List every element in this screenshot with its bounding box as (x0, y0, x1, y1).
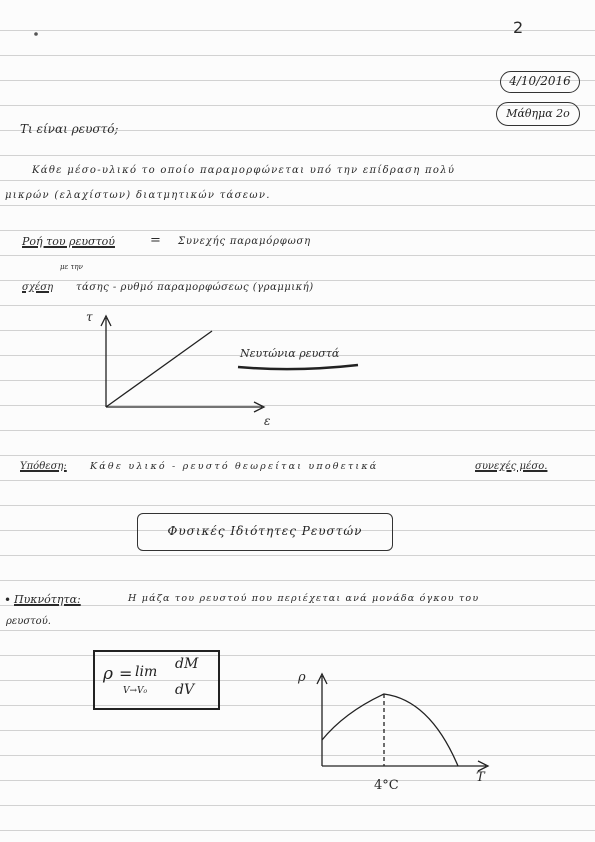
graph1-linear-line (106, 331, 212, 407)
newtonian-graph (101, 316, 264, 412)
density-line-1: Η μάζα του ρευστού που περιέχεται ανά μονάδα όγκου του (128, 593, 480, 604)
relation-label: σχέση (22, 282, 54, 293)
graph2-x-label: T (476, 770, 485, 785)
density-bullet: • (4, 593, 12, 607)
date-badge: 4/10/2016 (500, 71, 580, 93)
hypothesis-label: Υπόθεση: (20, 461, 67, 472)
formula-equals: = (119, 664, 133, 683)
hypothesis-emphasis: συνεχές μέσο. (475, 461, 548, 472)
graph2-density-curve (322, 694, 458, 766)
lesson-badge: Μάθημα 2ο (496, 102, 580, 126)
formula-lhs: ρ (103, 664, 113, 684)
section-title: Φυσικές Ιδιότητες Ρευστών (137, 513, 393, 551)
graph1-y-label: τ (86, 310, 93, 324)
density-label: Πυκνότητα: (14, 593, 81, 606)
formula-denominator: dV (175, 682, 195, 698)
flow-label: Ροή του ρευστού (22, 235, 115, 248)
density-temperature-graph (317, 674, 488, 771)
relation-text: τάσης - ρυθμό παραμορφώσεως (γραμμική) (76, 282, 314, 293)
flow-value: Συνεχής παραμόρφωση (178, 236, 311, 247)
question-text: Τι είναι ρευστό; (20, 122, 119, 136)
formula-lim-subscript: V→V₀ (123, 686, 148, 696)
relation-insert: με την (60, 263, 83, 271)
caption-underline (238, 365, 358, 369)
definition-line-2: μικρών (ελαχίστων) διατμητικών τάσεων. (5, 190, 271, 201)
flow-equals: = (150, 233, 161, 248)
paper-dot (34, 32, 38, 36)
formula-lim: lim (135, 664, 158, 680)
graph2-y-label: ρ (298, 670, 306, 685)
graph1-x-label: ε (264, 414, 271, 428)
hypothesis-text: Κάθε υλικό - ρευστό θεωρείται υποθετικά (90, 461, 379, 472)
definition-line-1: Κάθε μέσο-υλικό το οποίο παραμορφώνεται υπό την επίδραση πολύ (32, 165, 456, 176)
formula-numerator: dM (175, 656, 199, 672)
density-line-2: ρευστού. (6, 616, 51, 627)
graph2-peak-label: 4°C (374, 778, 399, 793)
page-number: 2 (513, 18, 524, 37)
graph1-caption: Νευτώνια ρευστά (240, 347, 340, 360)
